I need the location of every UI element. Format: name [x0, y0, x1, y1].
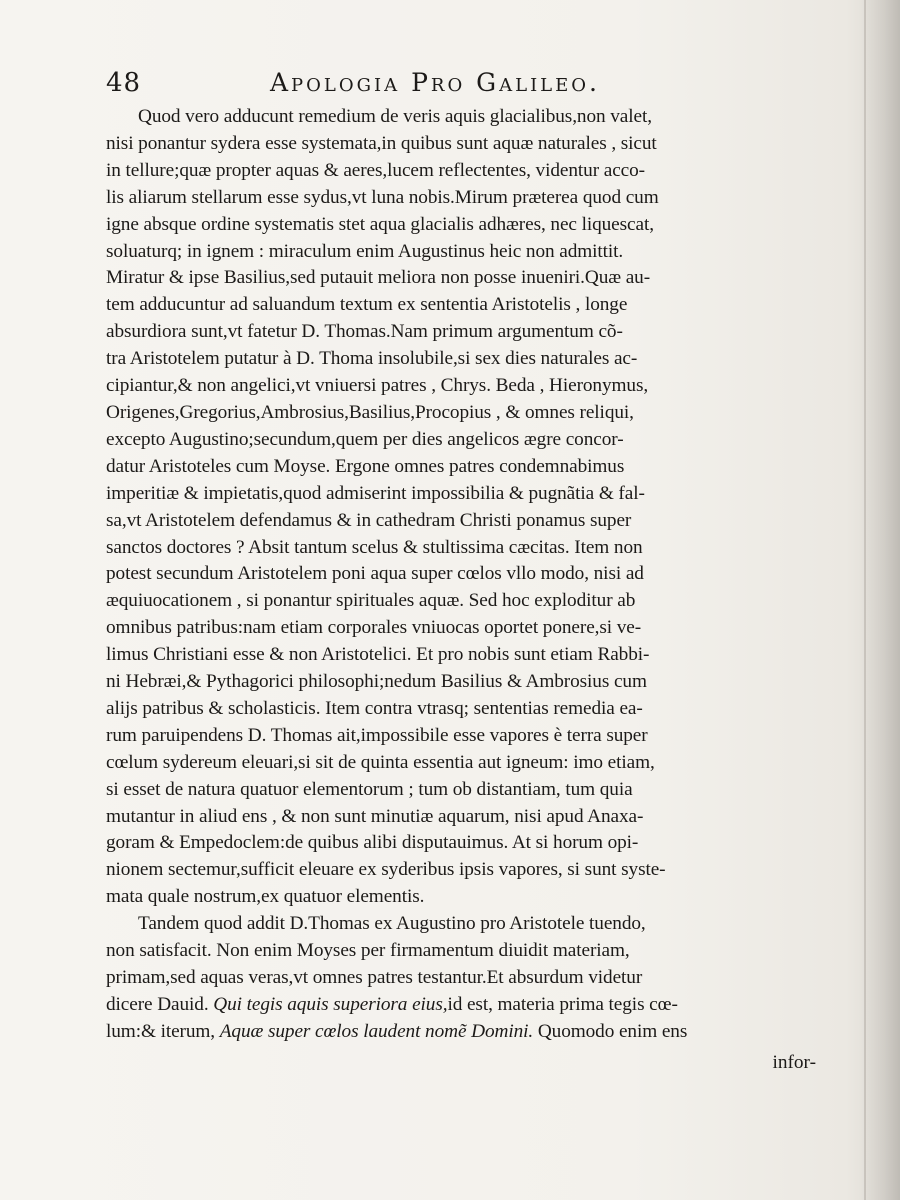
- text-line: Tandem quod addit D.Thomas ex Augustino pro Aristotele tuendo,: [138, 913, 646, 935]
- text-line: tra Aristotelem putatur à D. Thoma insolubile,si sex dies naturales ac-: [106, 348, 638, 370]
- text-line: rum paruipendens D. Thomas ait,impossibile esse vapores è terra super: [106, 724, 648, 746]
- binding-edge: [864, 0, 866, 1200]
- text-line: mata quale nostrum,ex quatuor elementis.: [106, 886, 425, 908]
- text-line: limus Christiani esse & non Aristotelici. Et pro nobis sunt etiam Rabbi-: [106, 644, 650, 666]
- text-line: datur Aristoteles cum Moyse. Ergone omnes patres condemnabimus: [106, 455, 625, 477]
- text-line: [106, 1019, 816, 1046]
- text-line: alijs patribus & scholasticis. Item contra vtrasq; sententias remedia ea-: [106, 697, 643, 719]
- page-number: 48: [106, 68, 142, 98]
- text-line: omnibus patribus:nam etiam corporales vniuocas oportet ponere,si ve-: [106, 617, 642, 639]
- text-line: imperitiæ & impietatis,quod admiserint impossibilia & pugnãtia & fal-: [106, 482, 645, 504]
- text-line: cœlum sydereum eleuari,si sit de quinta essentia aut igneum: imo etiam,: [106, 751, 655, 773]
- text-line: goram & Empedoclem:de quibus alibi disputauimus. At si horum opi-: [106, 832, 639, 854]
- text-line: mutantur in aliud ens , & non sunt minutiæ aquarum, nisi apud Anaxa-: [106, 805, 644, 827]
- text-line: excepto Augustino;secundum,quem per dies angelicos ægre concor-: [106, 428, 624, 450]
- text-line: Origenes,Gregorius,Ambrosius,Basilius,Procopius , & omnes reliqui,: [106, 401, 634, 423]
- catchword: infor-: [772, 1052, 816, 1073]
- text-line: potest secundum Aristotelem poni aqua super cœlos vllo modo, nisi ad: [106, 563, 644, 585]
- text-line: nionem sectemur,sufficit eleuare ex syderibus ipsis vapores, si sunt syste-: [106, 859, 666, 881]
- text-line: [106, 992, 816, 1019]
- italic-quote: Qui tegis aquis superiora eius,: [213, 993, 448, 1015]
- paragraph-2: [106, 911, 816, 992]
- body-text: [106, 104, 816, 1046]
- text-line: igne absque ordine systematis stet aqua glacialis adhæres, nec liquescat,: [106, 213, 654, 235]
- text-line: cipiantur,& non angelici,vt vniuersi patres , Chrys. Beda , Hieronymus,: [106, 375, 649, 397]
- text-run: id est, materia prima tegis cœ-: [447, 993, 678, 1015]
- italic-quote: Aquæ super cœlos laudent nomẽ Domini.: [219, 1020, 534, 1042]
- paragraph-2-tail: [106, 992, 816, 1046]
- text-line: si esset de natura quatuor elementorum ; tum ob distantiam, tum quia: [106, 778, 633, 800]
- page-edge-shadow: [860, 0, 900, 1200]
- page-header: [106, 68, 826, 102]
- text-line: absurdiora sunt,vt fatetur D. Thomas.Nam primum argumentum cõ-: [106, 321, 623, 343]
- text-run: dicere Dauid.: [106, 993, 214, 1015]
- text-line: non satisfacit. Non enim Moyses per firmamentum diuidit materiam,: [106, 940, 630, 962]
- text-line: sa,vt Aristotelem defendamus & in cathedram Christi ponamus super: [106, 509, 632, 531]
- paragraph-1: [106, 104, 816, 911]
- text-line: in tellure;quæ propter aquas & aeres,lucem reflectentes, videntur acco-: [106, 159, 645, 181]
- text-line: Quod vero adducunt remedium de veris aquis glacialibus,non valet,: [138, 106, 652, 127]
- text-run: lum:& iterum,: [106, 1020, 220, 1042]
- text-line: nisi ponantur sydera esse systemata,in quibus sunt aquæ naturales , sicut: [106, 132, 657, 154]
- text-line: tem adducuntur ad saluandum textum ex sententia Aristotelis , longe: [106, 294, 628, 316]
- text-line: Miratur & ipse Basilius,sed putauit meliora non posse inueniri.Quæ au-: [106, 267, 651, 289]
- text-line: primam,sed aquas veras,vt omnes patres testantur.Et absurdum videtur: [106, 967, 643, 988]
- text-line: æquiuocationem , si ponantur spirituales aquæ. Sed hoc exploditur ab: [106, 590, 636, 612]
- text-line: sanctos doctores ? Absit tantum scelus & stultissima cæcitas. Item non: [106, 536, 643, 558]
- running-title: Apologia Pro Galileo.: [270, 68, 600, 97]
- text-line: soluaturq; in ignem : miraculum enim Augustinus heic non admittit.: [106, 240, 624, 262]
- text-line: lis aliarum stellarum esse sydus,vt luna nobis.Mirum præterea quod cum: [106, 186, 659, 208]
- text-line: ni Hebræi,& Pythagorici philosophi;nedum Basilius & Ambrosius cum: [106, 671, 647, 693]
- text-run: Quomodo enim ens: [533, 1020, 688, 1042]
